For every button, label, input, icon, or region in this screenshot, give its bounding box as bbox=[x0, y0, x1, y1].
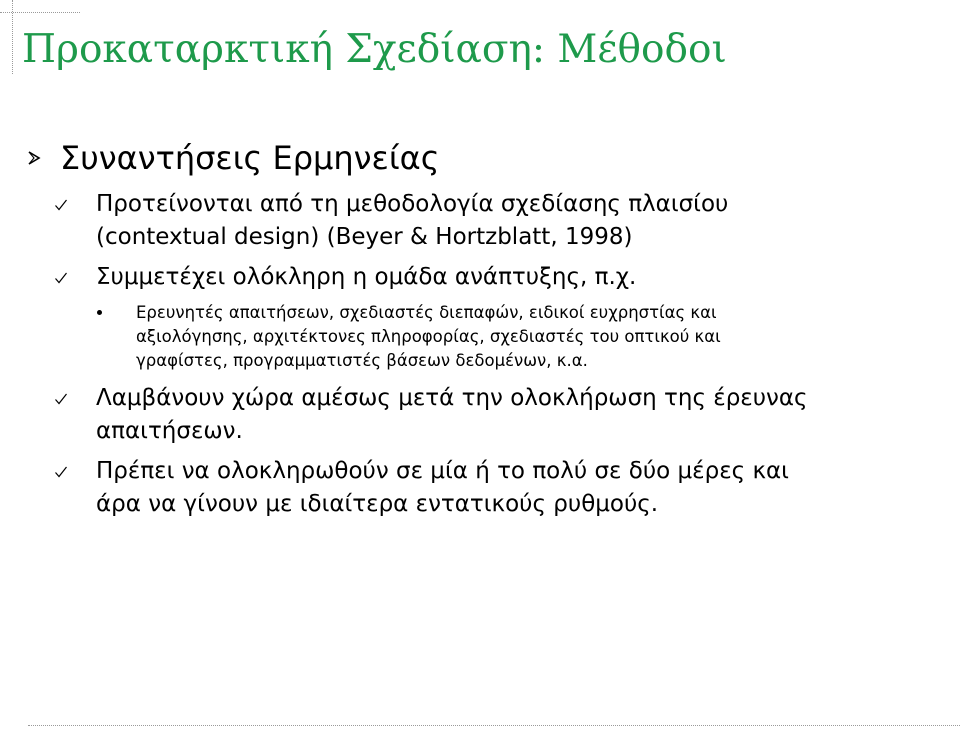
checkmark-bullet-icon bbox=[54, 271, 68, 285]
heading-bullet bbox=[0, 138, 960, 178]
point-1-line-2: (contextual design) (Beyer & Hortzblatt, 1998) bbox=[96, 224, 633, 250]
arrowhead-bullet-icon bbox=[26, 150, 42, 166]
subpoint-line-2: αξιολόγησης, αρχιτέκτονες πληροφορίας, σχεδιαστές του οπτικού και bbox=[136, 327, 721, 346]
point-3-line-2: απαιτήσεων. bbox=[96, 418, 243, 444]
point-1-line-1: Προτείνονται από τη μεθοδολογία σχεδίασης πλαισίου bbox=[96, 191, 729, 217]
point-3-line-1: Λαμβάνουν χώρα αμέσως μετά την ολοκλήρωση της έρευνας bbox=[96, 385, 808, 411]
slide-title: Προκαταρκτική Σχεδίαση: Μέθοδοι bbox=[22, 27, 727, 72]
checkmark-bullet-icon bbox=[54, 198, 68, 212]
point-4 bbox=[0, 455, 960, 521]
point-2 bbox=[0, 261, 960, 294]
point-4-line-1: Πρέπει να ολοκληρωθούν σε μία ή το πολύ σε δύο μέρες και bbox=[96, 458, 789, 484]
heading-text: Συναντήσεις Ερμηνείας bbox=[60, 139, 440, 177]
subpoint bbox=[0, 301, 926, 373]
point-1 bbox=[0, 188, 960, 254]
subpoint-line-1: Ερευνητές απαιτήσεων, σχεδιαστές διεπαφών, ειδικοί ευχρηστίας και bbox=[136, 303, 717, 322]
bottom-rule bbox=[28, 725, 960, 726]
corner-rule-left bbox=[12, 0, 13, 74]
checkmark-bullet-icon bbox=[54, 465, 68, 479]
checkmark-bullet-icon bbox=[54, 392, 68, 406]
subpoint-line-3: γραφίστες, προγραμματιστές βάσεων δεδομένων, κ.α. bbox=[136, 351, 588, 370]
point-2-line-1: Συμμετέχει ολόκληρη η ομάδα ανάπτυξης, π.χ. bbox=[96, 264, 637, 290]
point-4-line-2: άρα να γίνουν με ιδιαίτερα εντατικούς ρυθμούς. bbox=[96, 491, 659, 517]
dot-bullet-icon bbox=[97, 310, 102, 315]
slide-content bbox=[0, 138, 960, 528]
point-3 bbox=[0, 382, 960, 448]
